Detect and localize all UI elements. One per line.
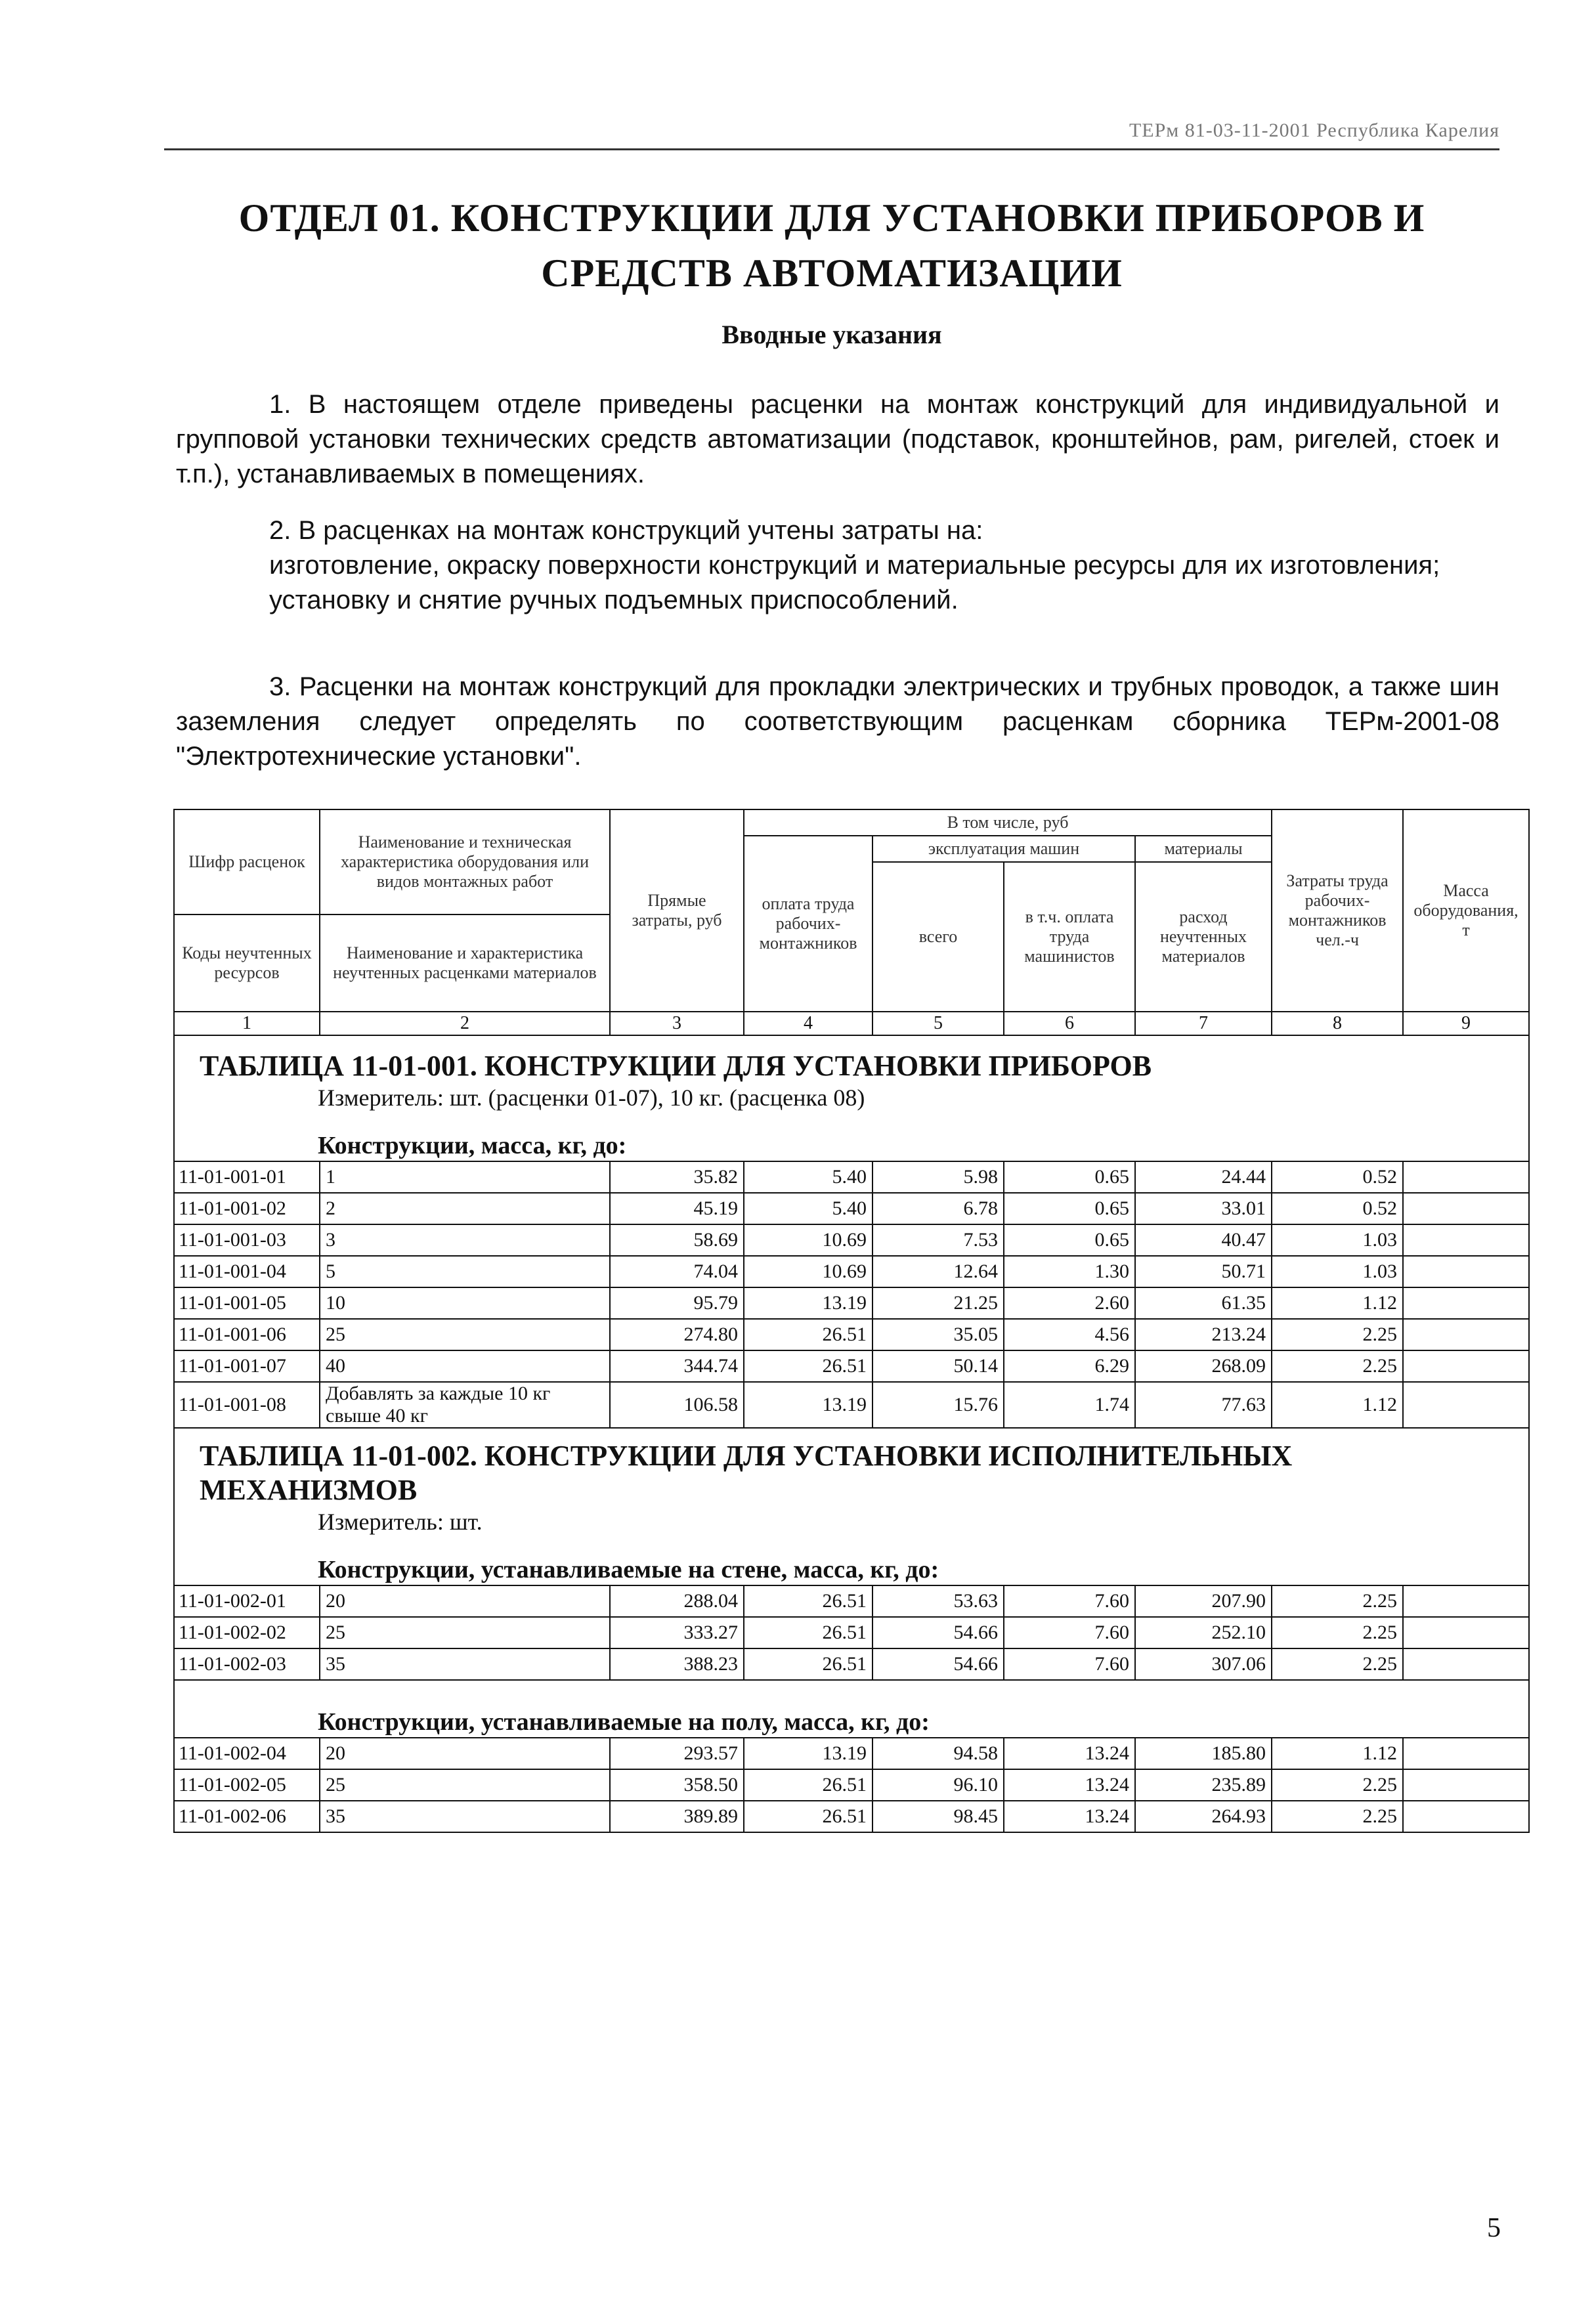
column-number: 4 [744, 1012, 873, 1035]
machinists-wages-cell: 4.56 [1004, 1319, 1135, 1350]
rate-code-cell: 11-01-002-01 [174, 1585, 320, 1617]
rate-code-cell: 11-01-002-04 [174, 1738, 320, 1769]
column-number: 8 [1272, 1012, 1403, 1035]
wages-cell: 13.19 [744, 1738, 873, 1769]
mass-cell [1403, 1224, 1529, 1256]
mass-cell [1403, 1319, 1529, 1350]
mass-cell [1403, 1585, 1529, 1617]
section-title-line-1: ОТДЕЛ 01. КОНСТРУКЦИИ ДЛЯ УСТАНОВКИ ПРИБОРОВ И [238, 196, 1425, 240]
header-direct-costs: Прямые затраты, руб [610, 809, 744, 1012]
item-name-cell: 20 [320, 1738, 610, 1769]
direct-costs-cell: 389.89 [610, 1801, 744, 1832]
wages-cell: 5.40 [744, 1161, 873, 1193]
item-name-cell: 3 [320, 1224, 610, 1256]
labor-hours-cell: 2.25 [1272, 1769, 1403, 1801]
mass-cell [1403, 1617, 1529, 1648]
mass-cell [1403, 1287, 1529, 1319]
mass-cell [1403, 1738, 1529, 1769]
item-name-cell: Добавлять за каждые 10 кг свыше 40 кг [320, 1382, 610, 1428]
paragraph-2-item-b: установку и снятие ручных подъемных приспособлений. [269, 586, 959, 614]
table-row [174, 1161, 1529, 1193]
table-2-measure: Измеритель: шт. [318, 1509, 483, 1535]
direct-costs-cell: 358.50 [610, 1769, 744, 1801]
materials-consumption-cell: 61.35 [1135, 1287, 1272, 1319]
header-materials-consumption: расход неучтенных материалов [1135, 862, 1272, 1012]
mass-cell [1403, 1382, 1529, 1428]
running-header: ТЕРм 81-03-11-2001 Республика Карелия [1129, 119, 1499, 141]
materials-consumption-cell: 235.89 [1135, 1769, 1272, 1801]
column-number: 9 [1403, 1012, 1529, 1035]
labor-hours-cell: 0.52 [1272, 1161, 1403, 1193]
labor-hours-cell: 0.52 [1272, 1193, 1403, 1224]
table-2-body-1 [174, 1585, 1529, 1680]
machines-total-cell: 35.05 [873, 1319, 1004, 1350]
table-row [174, 1617, 1529, 1648]
machines-total-cell: 54.66 [873, 1648, 1004, 1680]
item-name-cell: 2 [320, 1193, 610, 1224]
section-title [164, 190, 1499, 301]
materials-consumption-cell: 264.93 [1135, 1801, 1272, 1832]
column-number: 7 [1135, 1012, 1272, 1035]
materials-consumption-cell: 185.80 [1135, 1738, 1272, 1769]
direct-costs-cell: 333.27 [610, 1617, 744, 1648]
machines-total-cell: 6.78 [873, 1193, 1004, 1224]
column-number: 3 [610, 1012, 744, 1035]
materials-consumption-cell: 213.24 [1135, 1319, 1272, 1350]
header-wages: оплата труда рабочих-монтажников [744, 836, 873, 1012]
intro-heading: Вводные указания [722, 320, 942, 349]
labor-hours-cell: 1.12 [1272, 1738, 1403, 1769]
machinists-wages-cell: 7.60 [1004, 1585, 1135, 1617]
table-row [174, 1256, 1529, 1287]
rate-code-cell: 11-01-001-07 [174, 1350, 320, 1382]
paragraph-2-intro: 2. В расценках на монтаж конструкций учтены затраты на: [269, 516, 983, 545]
rate-code-cell: 11-01-001-03 [174, 1224, 320, 1256]
table-row [174, 1648, 1529, 1680]
materials-consumption-cell: 50.71 [1135, 1256, 1272, 1287]
direct-costs-cell: 74.04 [610, 1256, 744, 1287]
labor-hours-cell: 2.25 [1272, 1617, 1403, 1648]
rate-code-cell: 11-01-002-05 [174, 1769, 320, 1801]
direct-costs-cell: 274.80 [610, 1319, 744, 1350]
labor-hours-cell: 1.03 [1272, 1256, 1403, 1287]
wages-cell: 26.51 [744, 1350, 873, 1382]
paragraph-1 [176, 387, 1499, 492]
materials-consumption-cell: 24.44 [1135, 1161, 1272, 1193]
machinists-wages-cell: 7.60 [1004, 1617, 1135, 1648]
header-materials-name: Наименование и характеристика неучтенных расценками материалов [320, 915, 610, 1012]
mass-cell [1403, 1256, 1529, 1287]
item-name-cell: 35 [320, 1648, 610, 1680]
materials-consumption-cell: 33.01 [1135, 1193, 1272, 1224]
rate-code-cell: 11-01-002-03 [174, 1648, 320, 1680]
table-2-group-2-cell [174, 1680, 1529, 1738]
paragraph-1-text: 1. В настоящем отделе приведены расценки на монтаж конструкций для индивидуальной и групповой установки технических средств автоматизации (подставок, кронштейнов, рам, ригелей, стоек и т.п.), устанавливаемых в помещениях. [176, 390, 1499, 488]
wages-cell: 26.51 [744, 1617, 873, 1648]
mass-cell [1403, 1648, 1529, 1680]
machinists-wages-cell: 7.60 [1004, 1648, 1135, 1680]
labor-hours-cell: 2.25 [1272, 1648, 1403, 1680]
labor-hours-cell: 2.25 [1272, 1319, 1403, 1350]
page-number: 5 [1487, 2213, 1501, 2243]
item-name-cell: 35 [320, 1801, 610, 1832]
direct-costs-cell: 288.04 [610, 1585, 744, 1617]
table-1-group-cell [174, 1112, 1529, 1161]
table-1-caption: ТАБЛИЦА 11-01-001. КОНСТРУКЦИИ ДЛЯ УСТАНОВКИ ПРИБОРОВ [200, 1050, 1152, 1082]
rates-table [173, 809, 1530, 1833]
table-row [174, 1350, 1529, 1382]
mass-cell [1403, 1769, 1529, 1801]
materials-consumption-cell: 77.63 [1135, 1382, 1272, 1428]
item-name-cell: 10 [320, 1287, 610, 1319]
item-name-cell: 25 [320, 1617, 610, 1648]
item-name-cell: 5 [320, 1256, 610, 1287]
materials-consumption-cell: 40.47 [1135, 1224, 1272, 1256]
header-code: Шифр расценок [174, 809, 320, 915]
machinists-wages-cell: 13.24 [1004, 1769, 1135, 1801]
machines-total-cell: 96.10 [873, 1769, 1004, 1801]
machines-total-cell: 53.63 [873, 1585, 1004, 1617]
rate-code-cell: 11-01-001-01 [174, 1161, 320, 1193]
header-machines-total: всего [873, 862, 1004, 1012]
direct-costs-cell: 58.69 [610, 1224, 744, 1256]
wages-cell: 5.40 [744, 1193, 873, 1224]
materials-consumption-cell: 307.06 [1135, 1648, 1272, 1680]
machines-total-cell: 15.76 [873, 1382, 1004, 1428]
wages-cell: 26.51 [744, 1769, 873, 1801]
rate-code-cell: 11-01-001-08 [174, 1382, 320, 1428]
machinists-wages-cell: 0.65 [1004, 1161, 1135, 1193]
paragraph-2-item-a: изготовление, окраску поверхности конструкций и материальные ресурсы для их изготовления; [269, 551, 1440, 580]
labor-hours-cell: 2.25 [1272, 1585, 1403, 1617]
header-machines: эксплуатация машин [873, 836, 1135, 862]
header-rule [164, 148, 1499, 150]
machinists-wages-cell: 1.30 [1004, 1256, 1135, 1287]
direct-costs-cell: 95.79 [610, 1287, 744, 1319]
header-name: Наименование и техническая характеристика оборудования или видов монтажных работ [320, 809, 610, 915]
header-resource-codes: Коды неучтенных ресурсов [174, 915, 320, 1012]
machines-total-cell: 21.25 [873, 1287, 1004, 1319]
wages-cell: 26.51 [744, 1319, 873, 1350]
item-name-cell: 40 [320, 1350, 610, 1382]
wages-cell: 13.19 [744, 1382, 873, 1428]
rate-code-cell: 11-01-002-02 [174, 1617, 320, 1648]
header-mass: Масса оборудования, т [1403, 809, 1529, 1012]
table-row [174, 1319, 1529, 1350]
labor-hours-cell: 2.25 [1272, 1350, 1403, 1382]
wages-cell: 10.69 [744, 1224, 873, 1256]
wages-cell: 26.51 [744, 1648, 873, 1680]
table-row [174, 1382, 1529, 1428]
table-row [174, 1769, 1529, 1801]
direct-costs-cell: 45.19 [610, 1193, 744, 1224]
rate-code-cell: 11-01-001-05 [174, 1287, 320, 1319]
direct-costs-cell: 106.58 [610, 1382, 744, 1428]
table-row [174, 1224, 1529, 1256]
table-2-body-2 [174, 1738, 1529, 1832]
item-name-cell: 25 [320, 1769, 610, 1801]
item-name-cell: 1 [320, 1161, 610, 1193]
wages-cell: 26.51 [744, 1585, 873, 1617]
direct-costs-cell: 388.23 [610, 1648, 744, 1680]
direct-costs-cell: 35.82 [610, 1161, 744, 1193]
item-name-cell: 20 [320, 1585, 610, 1617]
table-2-group-1: Конструкции, устанавливаемые на стене, масса, кг, до: [318, 1556, 939, 1583]
table-row [174, 1585, 1529, 1617]
direct-costs-cell: 344.74 [610, 1350, 744, 1382]
machines-total-cell: 50.14 [873, 1350, 1004, 1382]
wages-cell: 13.19 [744, 1287, 873, 1319]
section-title-line-2: СРЕДСТВ АВТОМАТИЗАЦИИ [541, 251, 1123, 295]
machines-total-cell: 5.98 [873, 1161, 1004, 1193]
column-number: 6 [1004, 1012, 1135, 1035]
machinists-wages-cell: 13.24 [1004, 1738, 1135, 1769]
mass-cell [1403, 1801, 1529, 1832]
table-1-group: Конструкции, масса, кг, до: [318, 1132, 627, 1159]
item-name-cell: 25 [320, 1319, 610, 1350]
paragraph-3-text: 3. Расценки на монтаж конструкций для прокладки электрических и трубных проводок, а также шин заземления следует определять по соответствующим расценкам сборника ТЕРм-2001-08 "Электротехнические установки". [176, 672, 1499, 771]
column-number: 5 [873, 1012, 1004, 1035]
machines-total-cell: 7.53 [873, 1224, 1004, 1256]
materials-consumption-cell: 207.90 [1135, 1585, 1272, 1617]
wages-cell: 10.69 [744, 1256, 873, 1287]
paragraph-3 [176, 670, 1499, 774]
column-number: 1 [174, 1012, 320, 1035]
mass-cell [1403, 1193, 1529, 1224]
table-2-caption: ТАБЛИЦА 11-01-002. КОНСТРУКЦИИ ДЛЯ УСТАНОВКИ ИСПОЛНИТЕЛЬНЫХ МЕХАНИЗМОВ [200, 1440, 1293, 1506]
rate-code-cell: 11-01-002-06 [174, 1801, 320, 1832]
table-row [174, 1193, 1529, 1224]
column-number: 2 [320, 1012, 610, 1035]
rate-code-cell: 11-01-001-04 [174, 1256, 320, 1287]
machinists-wages-cell: 13.24 [1004, 1801, 1135, 1832]
header-machinists-wages: в т.ч. оплата труда машинистов [1004, 862, 1135, 1012]
machines-total-cell: 12.64 [873, 1256, 1004, 1287]
machines-total-cell: 54.66 [873, 1617, 1004, 1648]
header-labor: Затраты труда рабочих-монтажников чел.-ч [1272, 809, 1403, 1012]
paragraph-2 [176, 513, 1499, 618]
direct-costs-cell: 293.57 [610, 1738, 744, 1769]
machinists-wages-cell: 2.60 [1004, 1287, 1135, 1319]
mass-cell [1403, 1161, 1529, 1193]
rate-code-cell: 11-01-001-06 [174, 1319, 320, 1350]
table-row [174, 1738, 1529, 1769]
table-2-caption-cell [174, 1428, 1529, 1536]
machinists-wages-cell: 0.65 [1004, 1193, 1135, 1224]
rate-code-cell: 11-01-001-02 [174, 1193, 320, 1224]
labor-hours-cell: 2.25 [1272, 1801, 1403, 1832]
wages-cell: 26.51 [744, 1801, 873, 1832]
materials-consumption-cell: 252.10 [1135, 1617, 1272, 1648]
table-1-caption-cell [174, 1035, 1529, 1112]
table-1-measure: Измеритель: шт. (расценки 01-07), 10 кг. (расценка 08) [318, 1085, 865, 1111]
machinists-wages-cell: 6.29 [1004, 1350, 1135, 1382]
machinists-wages-cell: 0.65 [1004, 1224, 1135, 1256]
table-2-group-1-cell [174, 1536, 1529, 1585]
table-1-body [174, 1161, 1529, 1428]
machines-total-cell: 98.45 [873, 1801, 1004, 1832]
machinists-wages-cell: 1.74 [1004, 1382, 1135, 1428]
materials-consumption-cell: 268.09 [1135, 1350, 1272, 1382]
labor-hours-cell: 1.03 [1272, 1224, 1403, 1256]
machines-total-cell: 94.58 [873, 1738, 1004, 1769]
labor-hours-cell: 1.12 [1272, 1382, 1403, 1428]
table-row [174, 1801, 1529, 1832]
table-2-group-2: Конструкции, устанавливаемые на полу, масса, кг, до: [318, 1708, 930, 1736]
header-materials: материалы [1135, 836, 1272, 862]
header-including: В том числе, руб [744, 809, 1272, 836]
mass-cell [1403, 1350, 1529, 1382]
table-row [174, 1287, 1529, 1319]
labor-hours-cell: 1.12 [1272, 1287, 1403, 1319]
